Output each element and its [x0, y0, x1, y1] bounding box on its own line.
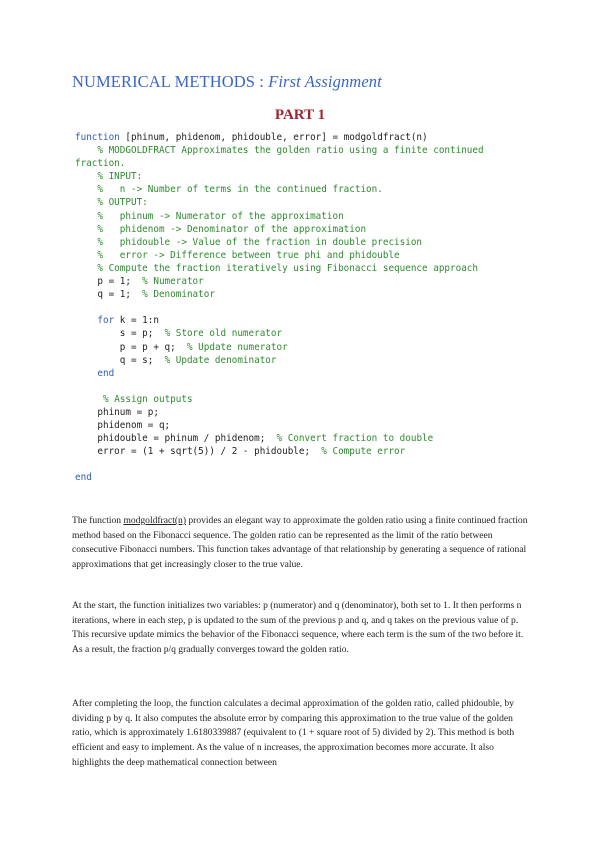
- code-line: [75, 354, 535, 367]
- code-indent: [75, 446, 97, 457]
- code-line: [75, 183, 535, 196]
- paragraph-3-text: After completing the loop, the function calculates a decimal approximation of the golden ratio, called phidouble, by dividing p by q. It also computes the absolute error by comparing this approximation to the true value of the golden ratio, which is approximately 1.6180339887 (equivalent to (1 + square root of 5) divided by 2). This method is both efficient and easy to implement. As the value of n increases, the approximation becomes more accurate. It also highlights the deep mathematical connection between: [72, 698, 515, 768]
- code-line: [75, 262, 535, 275]
- code-line: [75, 236, 535, 249]
- code-keyword: for: [97, 315, 120, 327]
- code-text: p = p + q;: [119, 341, 187, 353]
- code-comment: % Compute the fraction iteratively using Fibonacci sequence approach: [97, 262, 479, 274]
- code-line: [75, 275, 535, 288]
- code-text: error = (1 + sqrt(5)) / 2 - phidouble;: [97, 446, 322, 458]
- code-line: [75, 196, 535, 209]
- code-line: [75, 314, 535, 327]
- code-indent: [75, 237, 97, 248]
- function-name-link: modgoldfract(n): [123, 515, 187, 526]
- code-indent: [75, 276, 97, 287]
- code-indent: [75, 328, 120, 339]
- code-line: [75, 406, 535, 419]
- code-indent: [75, 289, 97, 300]
- code-indent: [75, 342, 120, 353]
- code-comment: % Store old numerator: [164, 328, 283, 340]
- code-line: [75, 393, 535, 406]
- code-indent: [75, 145, 97, 156]
- code-comment: % phidouble -> Value of the fraction in double precision: [97, 236, 423, 248]
- code-comment: % OUTPUT:: [97, 197, 148, 209]
- code-keyword: function: [75, 132, 126, 143]
- code-block: [75, 131, 535, 485]
- code-text: k = 1:n: [119, 315, 159, 327]
- code-indent: [75, 394, 103, 405]
- code-comment: fraction.: [75, 158, 126, 170]
- code-indent: [75, 407, 97, 418]
- code-line: [75, 419, 535, 432]
- code-text: phidenom = q;: [97, 420, 171, 432]
- code-comment: % INPUT:: [97, 171, 143, 183]
- code-indent: [75, 250, 97, 261]
- code-keyword: end: [75, 472, 92, 484]
- code-indent: [75, 315, 97, 326]
- code-comment: % Assign outputs: [103, 393, 193, 405]
- code-line: [75, 458, 535, 471]
- code-text: q = s;: [119, 354, 165, 366]
- code-comment: % Compute error: [321, 446, 406, 458]
- code-indent: [75, 433, 97, 444]
- code-indent: [75, 420, 97, 431]
- code-comment: % phidenom -> Denominator of the approximation: [97, 223, 367, 235]
- code-indent: [75, 171, 97, 182]
- code-line: [75, 432, 535, 445]
- code-line: [75, 131, 535, 144]
- code-indent: [75, 224, 97, 235]
- code-line: [75, 288, 535, 301]
- code-line: [75, 157, 535, 170]
- code-text: phinum = p;: [97, 406, 159, 418]
- code-line: [75, 341, 535, 354]
- code-line: [75, 380, 535, 393]
- code-text: [phinum, phidenom, phidouble, error] = modgoldfract(n): [125, 132, 428, 143]
- paragraph-2-text: At the start, the function initializes two variables: p (numerator) and q (denominator), both set to 1. It then performs n iterations, where in each step, p is updated to the sum of the previous p and q, and q takes on the previous value of p. This recursive update mimics the behavior of the Fibonacci sequence, where each term is the sum of the two before it. As a result, the fraction p/q gradually converges toward the golden ratio.: [72, 600, 524, 656]
- paragraph-1-after: provides an elegant way to approximate the golden ratio using a finite continued fraction method based on the Fibonacci sequence. The golden ratio can be represented as the limit of the ratio between consecutive Fibonacci numbers. This function takes advantage of that relationship by generating a sequence of rational approximations that get increasingly closer to the true value.: [72, 515, 528, 571]
- part-heading: PART 1: [274, 107, 326, 123]
- code-line: [75, 210, 535, 223]
- code-line: [75, 445, 535, 458]
- code-comment: % MODGOLDFRACT Approximates the golden ratio using a finite continued: [97, 145, 484, 157]
- code-text: p = 1;: [97, 276, 143, 288]
- code-comment: % Convert fraction to double: [276, 433, 434, 445]
- code-indent: [75, 197, 97, 208]
- code-indent: [75, 211, 97, 222]
- paragraph-1: [72, 514, 528, 573]
- code-comment: % Numerator: [142, 276, 204, 288]
- code-comment: % phinum -> Numerator of the approximation: [97, 210, 344, 222]
- code-comment: % Update numerator: [186, 341, 288, 353]
- code-comment: % error -> Difference between true phi and phidouble: [97, 249, 400, 261]
- code-comment: % n -> Number of terms in the continued fraction.: [97, 184, 383, 196]
- code-line: [75, 327, 535, 340]
- code-text: q = 1;: [97, 289, 143, 301]
- code-line: [75, 170, 535, 183]
- code-line: [75, 301, 535, 314]
- code-indent: [75, 368, 97, 379]
- code-line: [75, 367, 535, 380]
- code-line: [75, 144, 535, 157]
- code-line: [75, 471, 535, 484]
- paragraph-2: [72, 599, 528, 658]
- paragraph-3: [72, 697, 528, 771]
- document-title: [72, 72, 382, 92]
- code-indent: [75, 355, 120, 366]
- code-keyword: end: [97, 367, 115, 379]
- code-line: [75, 223, 535, 236]
- code-line: [75, 249, 535, 262]
- title-main: NUMERICAL METHODS :: [72, 72, 269, 91]
- code-text: phidouble = phinum / phidenom;: [97, 433, 277, 445]
- code-text: s = p;: [119, 328, 165, 340]
- code-comment: % Update denominator: [164, 354, 277, 366]
- title-subtitle: First Assignment: [268, 72, 382, 91]
- paragraph-1-before: The function: [72, 515, 124, 526]
- code-indent: [75, 263, 97, 274]
- code-indent: [75, 184, 97, 195]
- code-comment: % Denominator: [142, 289, 215, 301]
